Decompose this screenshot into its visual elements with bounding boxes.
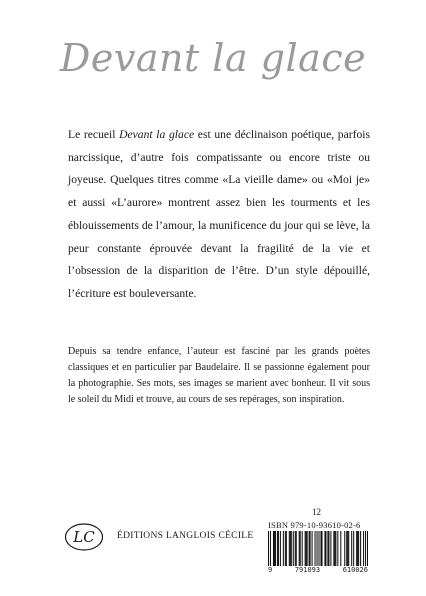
barcode-bar [278,531,279,569]
barcode-bar [367,531,368,569]
barcode-bar [330,531,331,569]
barcode-bar [277,531,278,569]
barcode-bar [306,531,307,569]
barcode-bar [286,531,287,569]
barcode-digits-right: 610026 [342,566,368,574]
barcode-digits-left: 791093 [294,566,321,574]
barcode-bar [337,531,338,569]
barcode-bar [293,531,294,569]
barcode-bar [363,531,364,569]
barcode-bar [333,531,334,569]
description-book-title: Devant la glace [119,128,195,141]
barcode-bar [346,531,347,569]
barcode-bar [273,531,274,569]
barcode-bar [356,531,357,569]
barcode-bar [290,531,291,569]
description-lead: Le recueil [68,128,120,141]
barcode-bar [328,531,329,569]
barcode-bar [324,531,325,569]
barcode [268,531,368,569]
barcode-digits [268,566,368,574]
book-title: Devant la glace [59,36,367,80]
barcode-bar [296,531,297,569]
publisher-logo [64,522,104,552]
barcode-bar [365,531,366,569]
barcode-bar [270,531,271,569]
barcode-bar [312,531,313,569]
barcode-bar [285,531,286,569]
description-paragraph [68,124,370,306]
barcode-bar [302,531,303,569]
barcode-bar [321,531,322,569]
barcode-bar [320,531,321,569]
barcode-bar [360,531,361,569]
barcode-bar [351,531,352,569]
barcode-bar [307,531,308,569]
barcode-bar [340,531,341,569]
barcode-bar [280,531,281,569]
barcode-bar [283,531,284,569]
barcode-bar [347,531,348,569]
barcode-bar [315,531,316,569]
publisher-name: ÉDITIONS LANGLOIS CÉCILE [117,531,254,541]
publisher-logo-letters: LC [73,528,95,546]
barcode-bar [335,531,336,569]
description-body: est une déclinaison poétique, parfois narcissique, d’autre fois compatissante ou encore triste ou joyeuse. Quelques titres comme «La vieille dame» ou «Moi je» et aussi «L’aurore» montrent assez bien les tourments et les éblouissements de l’amour, la munificence du jour qui se lève, la peur constante éprouvée devant la fragilité de la vie et l’obsession de la disparition de l’être. D’un style dépouillé, l’écriture est bouleversante. [68,128,370,300]
barcode-bar [274,531,275,569]
barcode-bar [344,531,345,569]
author-bio-text: Depuis sa tendre enfance, l’auteur est fasciné par les grands poètes classiques et en particulier par Baudelaire. Il se passionne également pour la photographie. Ses mots, ses images se marient avec bonheur. Il vit sous le soleil du Midi et trouve, au cours de ses repérages, son inspiration. [68,346,370,405]
barcode-bar [317,531,318,569]
price-label: 12 [312,507,321,517]
barcode-bar [334,531,335,569]
barcode-bar [275,531,276,569]
barcode-bar [348,531,349,569]
barcode-bar [358,531,359,569]
barcode-bar [353,531,354,569]
barcode-bar [299,531,300,569]
barcode-bar [305,531,306,569]
barcode-bar [327,531,328,569]
barcode-bar [310,531,311,569]
barcode-bar [300,531,301,569]
book-description [68,124,370,306]
isbn-label: ISBN 979-10-93610-02-6 [268,520,361,530]
barcode-bar [289,531,290,569]
barcode-bar [318,531,319,569]
author-bio [68,344,370,408]
barcode-bar [357,531,358,569]
barcode-bar [325,531,326,569]
barcode-bar [295,531,296,569]
barcode-digit-first: 9 [268,566,273,574]
barcode-bar [309,531,310,569]
barcode-bar [291,531,292,569]
barcode-bar [268,531,269,569]
